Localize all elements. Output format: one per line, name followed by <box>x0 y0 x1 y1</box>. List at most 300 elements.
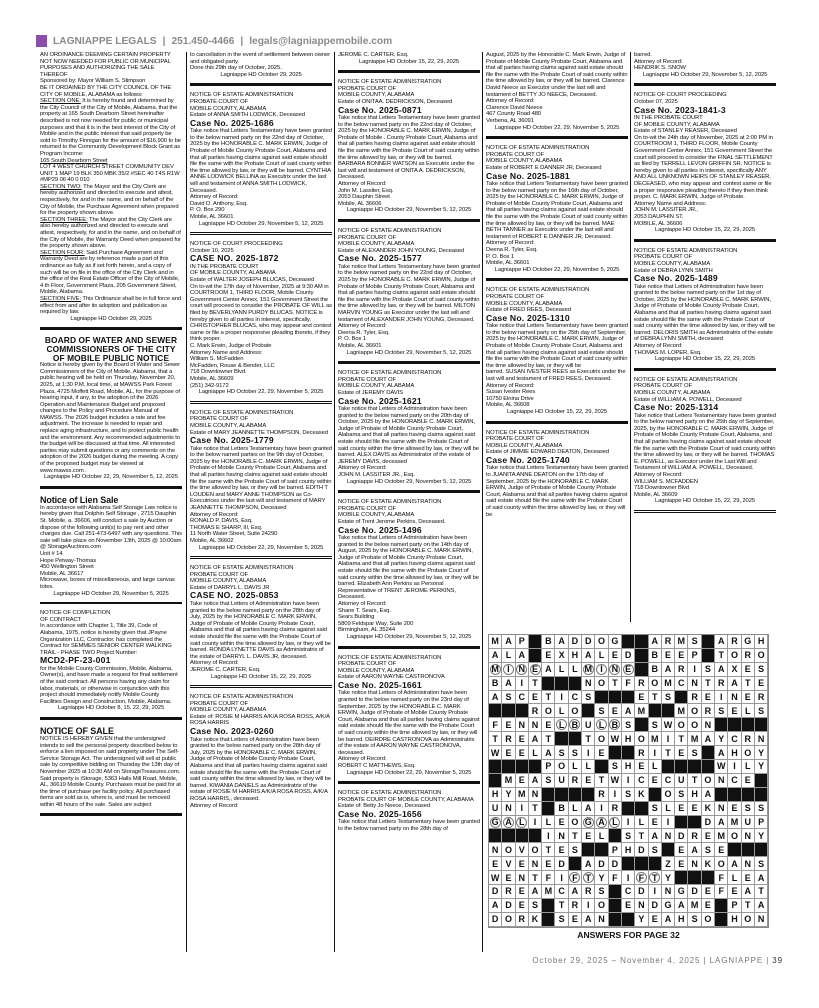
answer-letter: V <box>518 844 525 855</box>
answer-letter: E <box>611 705 618 716</box>
letter-cell <box>688 774 701 788</box>
black-square <box>489 760 502 774</box>
header-email[interactable]: legals@lagniappemobile.com <box>249 35 393 47</box>
letter-cell <box>662 788 675 802</box>
answer-letter: S <box>585 692 592 702</box>
legal-notice <box>40 52 182 322</box>
letter-cell <box>688 677 701 691</box>
notice-heading: NOTICE OF ESTATE ADMINISTRATION <box>190 694 294 701</box>
answer-letter: U <box>584 719 592 730</box>
answer-letter: E <box>638 761 645 772</box>
answer-letter: T <box>612 678 618 689</box>
letter-cell <box>622 885 635 899</box>
letter-cell <box>555 774 568 788</box>
answer-letter: L <box>556 719 567 730</box>
notice-text: Mobile, AL 36609 <box>190 375 234 382</box>
letter-cell <box>728 913 741 927</box>
answer-letter: O <box>704 914 712 925</box>
letter-cell <box>595 649 608 663</box>
letter-cell <box>728 885 741 899</box>
notice-text: Hope Petway-Thomas <box>40 557 97 564</box>
answer-letter: E <box>651 914 658 925</box>
answer-letter: L <box>731 872 738 883</box>
answer-letter: K <box>704 858 712 869</box>
letter-cell <box>529 746 542 760</box>
notice-text: Take notice that Letters of Administration have been granted to the below named party on the 1st day of October, 2025 by the HONORABLE C. MARK ERWIN, Judge of Probate of Mobile County Probate Court, Alabama and that all parties having claims against said estate should file the same with the Probate Court of said county within the time allowed by law, or they will be barred. DELORIS SMITH as Administratrix of the estate of DEBRA LYNN SMITH, deceased <box>634 283 775 343</box>
answer-letter: S <box>691 747 698 758</box>
answer-letter: M <box>637 705 646 716</box>
notice-text: JEROME C. CARTER, Esq. <box>190 666 261 673</box>
letter-cell <box>502 857 515 871</box>
case-number: CASE NO. 2025-0853 <box>190 590 279 601</box>
notice-heading: NOTICE OF ESTATE ADMINISTRATION <box>486 429 590 436</box>
notice-text: 467 County Road 480 <box>486 111 542 118</box>
letter-cell <box>529 816 542 830</box>
black-square <box>609 829 622 843</box>
notice-text: Attorney of Record: <box>486 382 535 389</box>
answer-letter: L <box>558 664 565 675</box>
answer-letter: R <box>571 900 579 911</box>
answer-letter: L <box>638 817 645 828</box>
letter-cell <box>529 885 542 899</box>
case-number: Case No. 2025-1621 <box>338 395 422 406</box>
notice-heading: PROBATE COURT OF <box>634 254 692 261</box>
notice-text: 10750 Elnina Drive <box>486 395 534 402</box>
case-number: Case No. 2025-1496 <box>338 524 422 535</box>
letter-cell <box>489 885 502 899</box>
letter-cell <box>715 732 728 746</box>
black-square <box>702 760 715 774</box>
letter-cell <box>702 913 715 927</box>
column-rule <box>630 52 631 622</box>
black-square <box>635 663 648 677</box>
notice-text: Estate of ROBERT E DANNER JR, Deceased <box>486 164 602 171</box>
notice-text: Estate of WILLIAM A. POWELL, Deceased <box>634 396 742 403</box>
black-square <box>609 746 622 760</box>
notice-text: Attorney of Record: <box>190 194 239 201</box>
letter-cell <box>728 649 741 663</box>
black-square <box>555 677 568 691</box>
answer-letter: I <box>626 872 630 883</box>
answer-letter: O <box>544 705 552 716</box>
letter-cell <box>649 843 662 857</box>
letter-cell <box>742 704 755 718</box>
letter-cell <box>755 732 768 746</box>
answer-letter: E <box>744 692 751 702</box>
notice-text: Estate of DARRYL L. DAVIS JR <box>190 584 270 591</box>
letter-cell <box>662 732 675 746</box>
notice-text: THOMAS E SHARP, III, Esq. <box>190 524 263 531</box>
notice-heading: NOTICE OF ESTATE ADMINISTRATION <box>338 499 442 506</box>
letter-cell <box>516 885 529 899</box>
letter-cell <box>649 732 662 746</box>
letter-cell <box>755 913 768 927</box>
letter-cell <box>609 732 622 746</box>
black-square <box>502 760 515 774</box>
notice-divider <box>338 361 480 364</box>
letter-cell <box>715 829 728 843</box>
notice-text: BE IT ORDAINED BY THE CITY COUNCIL OF THE CITY OF MOBILE, ALABAMA as follows: <box>40 84 172 98</box>
letter-cell <box>569 899 582 913</box>
letter-cell <box>502 649 515 663</box>
letter-cell <box>529 913 542 927</box>
circled-letter-cell <box>489 816 502 830</box>
answer-letter: E <box>731 886 738 897</box>
notice-heading: NOTICE OF ESTATE ADMINISTRATION <box>634 376 738 383</box>
letter-cell <box>702 816 715 830</box>
answer-letter: E <box>731 803 738 814</box>
answer-letter: F <box>718 872 724 883</box>
letter-cell <box>702 843 715 857</box>
letter-cell <box>516 913 529 927</box>
section-label: SECTION THREE: <box>40 216 88 223</box>
letter-cell <box>609 704 622 718</box>
answer-letter: S <box>744 803 751 814</box>
answer-letter: N <box>757 914 765 925</box>
black-square <box>542 913 555 927</box>
black-square <box>715 913 728 927</box>
circled-letter-cell <box>635 871 648 885</box>
letter-cell <box>489 746 502 760</box>
black-square <box>742 718 755 732</box>
answer-letter: E <box>532 692 539 702</box>
notice-text: David D. Anthony, Esq. <box>190 200 248 207</box>
letter-cell <box>649 899 662 913</box>
notice-text: Deena R. Tyler, Esq. <box>338 329 390 336</box>
letter-cell <box>662 871 675 885</box>
letter-cell <box>742 885 755 899</box>
answer-letter: E <box>598 747 605 758</box>
letter-cell <box>755 899 768 913</box>
circled-letter-cell <box>609 663 622 677</box>
answer-letter: E <box>678 803 685 814</box>
letter-cell <box>755 663 768 677</box>
publication-run: Lagniappe HD October 15, 22, 29, 2025 <box>654 227 756 234</box>
publication-run: Lagniappe HD October 29, November 5, 12, 2025 <box>346 207 472 214</box>
letter-cell <box>542 885 555 899</box>
letter-cell <box>715 746 728 760</box>
notice-section <box>40 158 182 165</box>
answer-letter: F <box>612 872 618 883</box>
notice-text: Attorney of Record: <box>190 660 239 667</box>
answer-letter: W <box>610 733 620 744</box>
answer-letter: H <box>757 636 765 647</box>
answer-letter: E <box>518 886 525 897</box>
letter-cell <box>702 802 715 816</box>
answer-letter: A <box>571 886 579 897</box>
notice-heading: MOBILE COUNTY, ALABAMA <box>338 512 415 519</box>
answer-letter: O <box>730 830 738 841</box>
answer-letter: S <box>704 844 711 855</box>
notice-text: In accordance with Alabama Self Storage Law notice is hereby given that Dolphin Self Storage , 2715 Dauphin St. Mobile, a. 36606, will conduct a sale by Auction or dispose of the following unit(s) to pay rent and other charges due. Call 251-473-6497 with any questions. This sale will take place on November 13th, 2025 @ 10:00am @ StorageAuctions.com <box>40 504 182 551</box>
letter-cell <box>595 774 608 788</box>
notice-divider <box>190 83 332 86</box>
notice-text: Take notice that Letters Testamentary have been granted to the below named party on the 22nd day of October, 2025 by the HONORABLE C. MARK ERWIN, Judge of Probate of Mobile . County Probate Court, Alabama and that all parties having claims against said estate should file the same with the Probate Court of said county within the time allowed by law, or they will be barred. BARBARA BONNER WATSON as Executrix under the last will and testament of ONITA A. DEDRICKSON, Deceased. <box>338 115 480 181</box>
notice-heading: NOTICE OF ESTATE ADMINISTRATION <box>486 145 590 152</box>
answer-letter: R <box>757 692 765 702</box>
legal-notice <box>486 52 628 131</box>
letter-cell <box>742 691 755 705</box>
letter-cell <box>755 760 768 774</box>
answer-letter: A <box>545 664 552 675</box>
answer-letter: R <box>744 733 752 744</box>
legal-notice <box>40 610 182 712</box>
answer-letter: W <box>610 775 620 786</box>
notice-heading: NOTICE OF ESTATE ADMINISTRATION <box>338 790 442 797</box>
answer-letter: O <box>677 719 685 730</box>
answer-letter: D <box>598 858 605 869</box>
letter-cell <box>489 899 502 913</box>
black-square <box>649 788 662 802</box>
notice-text: Mobile, AL 36606 <box>338 200 382 207</box>
letter-cell <box>742 663 755 677</box>
notice-section <box>40 98 182 157</box>
letter-cell <box>569 760 582 774</box>
answer-letter: U <box>678 775 685 786</box>
answer-letter: I <box>626 817 630 828</box>
letter-cell <box>715 885 728 899</box>
notice-divider <box>190 401 332 404</box>
answer-letter: M <box>517 789 526 800</box>
letter-cell <box>715 760 728 774</box>
notice-divider <box>338 70 480 73</box>
answer-letter: S <box>678 789 685 800</box>
legal-column-4 <box>486 52 628 518</box>
answer-letter: E <box>505 719 512 730</box>
letter-cell <box>502 774 515 788</box>
letter-cell <box>755 816 768 830</box>
letter-cell <box>569 691 582 705</box>
case-number: Case No. 2025-1661 <box>338 679 422 690</box>
answer-letter: U <box>558 775 565 786</box>
answer-letter: L <box>609 817 620 828</box>
letter-cell <box>675 635 688 649</box>
notice-heading: MOBILE COUNTY, ALABAMA <box>338 383 415 390</box>
black-square <box>622 802 635 816</box>
answer-letter: L <box>651 761 658 772</box>
legal-notice <box>190 92 332 227</box>
notice-text: Mobile, AL 36602 <box>190 537 234 544</box>
notice-text: 718 Downtowner Blvd. <box>190 369 247 376</box>
black-square <box>702 635 715 649</box>
answer-letter: R <box>518 914 525 925</box>
legal-notice <box>40 495 182 597</box>
letter-cell <box>649 718 662 732</box>
letter-cell <box>715 843 728 857</box>
answer-letter: E <box>518 747 525 758</box>
publication-run: Lagniappe HD October 29, November 5, 12, 2025 <box>346 349 472 356</box>
answer-letter: E <box>704 692 711 702</box>
answer-letter: E <box>625 900 632 911</box>
letter-cell <box>622 718 635 732</box>
letter-cell <box>569 843 582 857</box>
answer-letter: U <box>744 817 752 828</box>
letter-cell <box>569 802 582 816</box>
answer-letter: A <box>704 733 712 744</box>
letter-cell <box>728 802 741 816</box>
answer-letter: I <box>653 886 656 897</box>
letter-cell <box>555 885 568 899</box>
section-label: 165 South Dearborn Street <box>40 157 108 164</box>
notice-text: Attorney of Record: <box>338 181 387 187</box>
answer-letter: L <box>505 650 512 661</box>
notice-text: Attorney of Record: <box>486 240 535 247</box>
publication-run: Lagniappe HD October 15, 22, 29, 2025 <box>654 356 756 363</box>
letter-cell <box>502 691 515 705</box>
publication-run: Lagniappe HD October 29, November 5, 12, 2025 <box>346 633 472 640</box>
answer-letter: R <box>505 733 512 744</box>
black-square <box>622 691 635 705</box>
black-square <box>609 913 622 927</box>
answer-letter: Z <box>665 858 671 869</box>
black-square <box>635 718 648 732</box>
answer-letter: T <box>678 733 685 744</box>
letter-cell <box>595 871 608 885</box>
answer-letter: O <box>744 914 752 925</box>
letter-cell <box>688 732 701 746</box>
answer-letter: L <box>558 705 565 716</box>
legal-notice <box>634 248 776 363</box>
letter-cell <box>582 899 595 913</box>
notice-heading: OF CONTRACT <box>40 616 82 623</box>
answer-letter: R <box>691 830 698 841</box>
letter-cell <box>702 885 715 899</box>
legal-notice <box>338 499 480 640</box>
answer-letter: M <box>650 733 659 744</box>
answer-letter: C <box>638 775 645 786</box>
letter-cell <box>702 788 715 802</box>
publication-run: Lagniappe HD October 29, 2025 <box>220 71 302 78</box>
letter-cell <box>702 774 715 788</box>
notice-text: Estate of: ROSIE M HARRIS A/K/A ROSA ROSS, A/K/A ROSA HARRIS <box>190 713 330 727</box>
letter-cell <box>675 732 688 746</box>
letter-cell <box>742 899 755 913</box>
letter-cell <box>635 774 648 788</box>
answer-letter: I <box>653 747 656 758</box>
answer-letter: E <box>518 733 525 744</box>
letter-cell <box>569 774 582 788</box>
black-square <box>755 843 768 857</box>
letter-cell <box>662 885 675 899</box>
letter-cell <box>595 788 608 802</box>
answer-letter: E <box>505 872 512 883</box>
letter-cell <box>569 704 582 718</box>
letter-cell <box>555 829 568 843</box>
answer-letter: O <box>691 705 699 716</box>
letter-cell <box>489 635 502 649</box>
notice-text: JOHN M. LASSITER JR., <box>634 207 698 214</box>
answer-letter: L <box>598 830 605 841</box>
notice-text: C. Mark Erwin, Judge of Probate <box>190 342 272 349</box>
letter-cell <box>622 774 635 788</box>
notice-heading: PROBATE COURT OF <box>338 376 396 383</box>
notice-text: William S. McFadden <box>190 356 244 363</box>
notice-text: JEROME C. CARTER, Esq. <box>338 52 409 58</box>
letter-cell <box>595 635 608 649</box>
notice-heading: MOBILE COUNTY, ALABAMA <box>486 442 563 449</box>
black-square <box>702 871 715 885</box>
letter-cell <box>715 691 728 705</box>
answer-letter: E <box>744 872 751 883</box>
letter-cell <box>516 774 529 788</box>
letter-cell <box>582 677 595 691</box>
notice-text: HENDRIK S. SNOW <box>634 65 686 72</box>
answer-letter: E <box>678 844 685 855</box>
black-square <box>502 704 515 718</box>
answer-letter: E <box>505 747 512 758</box>
answer-letter: D <box>638 844 645 855</box>
notice-heading: MOBILE COUNTY, ALABAMA <box>190 707 267 714</box>
answer-letter: H <box>691 789 698 800</box>
notice-text: Take notice that Letters Testamentary have been granted to the below named party on the 16th day of October, 2025 by the HONORABLE C. MARK ERWIN, Judge of Probate of Mobile County Probate Court, Alabama and that all parties having claims against said estate should file the same with the Probate Court of said county within the time allowed by law, or they will be barred. MAE BETH TANNER as Executrix under the last will and testament of ROBERT E DANNER JR, Deceased. <box>486 181 628 240</box>
letter-cell <box>662 899 675 913</box>
notice-text: Take notice that Letters Testamentary have been granted to JUANITA ANNE DEATON on the 17th day of September, 2025 by the HONORABLE C. MARK ERWIN, Judge of Probate of Mobile County Probate Court, Alabama and that all parties having claims against said estate should file the same with the Probate Court of said county within the time allowed by law, or they will be <box>486 465 628 518</box>
notice-text: 718 Downtowner Blvd <box>634 485 690 492</box>
answer-letter: H <box>491 789 499 800</box>
answer-letter: N <box>744 830 752 841</box>
letter-cell <box>702 691 715 705</box>
notice-heading: NOTICE OF ESTATE ADMINISTRATION <box>338 370 442 377</box>
notice-text: John M. Lassiter, Esq. <box>338 187 394 194</box>
letter-cell <box>542 843 555 857</box>
black-square <box>662 843 675 857</box>
issue-dates: October 29, 2025 – November 4, 2025 <box>532 956 701 965</box>
answer-letter: O <box>598 733 606 744</box>
answer-letter: C <box>624 886 632 897</box>
answer-letter: A <box>518 650 525 661</box>
letter-cell <box>489 857 502 871</box>
letter-cell <box>688 691 701 705</box>
answer-letter: M <box>690 733 699 744</box>
answer-letter: A <box>651 830 658 841</box>
notice-heading: NOTICE OF COMPLETION <box>40 610 111 617</box>
case-number: Case No: 2025-1314 <box>634 402 719 413</box>
circled-letter-cell <box>502 663 515 677</box>
notice-heading: NOTICE OF ESTATE ADMINISTRATION <box>190 92 294 99</box>
letter-cell <box>516 718 529 732</box>
answer-letter: L <box>545 817 552 828</box>
letter-cell <box>662 816 675 830</box>
legal-notice <box>338 655 480 777</box>
notice-heading: PROBATE COURT OF <box>486 151 544 158</box>
black-square <box>582 843 595 857</box>
answer-letter: C <box>731 733 738 744</box>
letter-cell <box>755 802 768 816</box>
answer-letter: F <box>569 872 580 883</box>
answer-letter: N <box>717 775 725 786</box>
notice-text: Attorney of Record: <box>634 471 683 478</box>
case-number: Case No. 2025-1881 <box>486 170 570 181</box>
answer-letter: O <box>558 761 566 772</box>
answer-letter: A <box>757 872 765 883</box>
answer-letter: H <box>678 914 685 925</box>
black-square <box>688 871 701 885</box>
letter-cell <box>742 732 755 746</box>
letter-cell <box>649 663 662 677</box>
letter-cell <box>555 663 568 677</box>
notice-heading: PROBATE COURT OF <box>190 700 248 707</box>
black-square <box>489 829 502 843</box>
letter-cell <box>622 732 635 746</box>
letter-cell <box>595 704 608 718</box>
notice-text: 450 Wellington Street <box>40 564 94 571</box>
notice-text: Attorney of Record: <box>634 58 683 65</box>
legal-column-3 <box>338 52 480 833</box>
answer-letter: E <box>530 664 541 675</box>
letter-cell <box>649 746 662 760</box>
answer-letter: E <box>704 830 711 841</box>
letter-cell <box>502 635 515 649</box>
